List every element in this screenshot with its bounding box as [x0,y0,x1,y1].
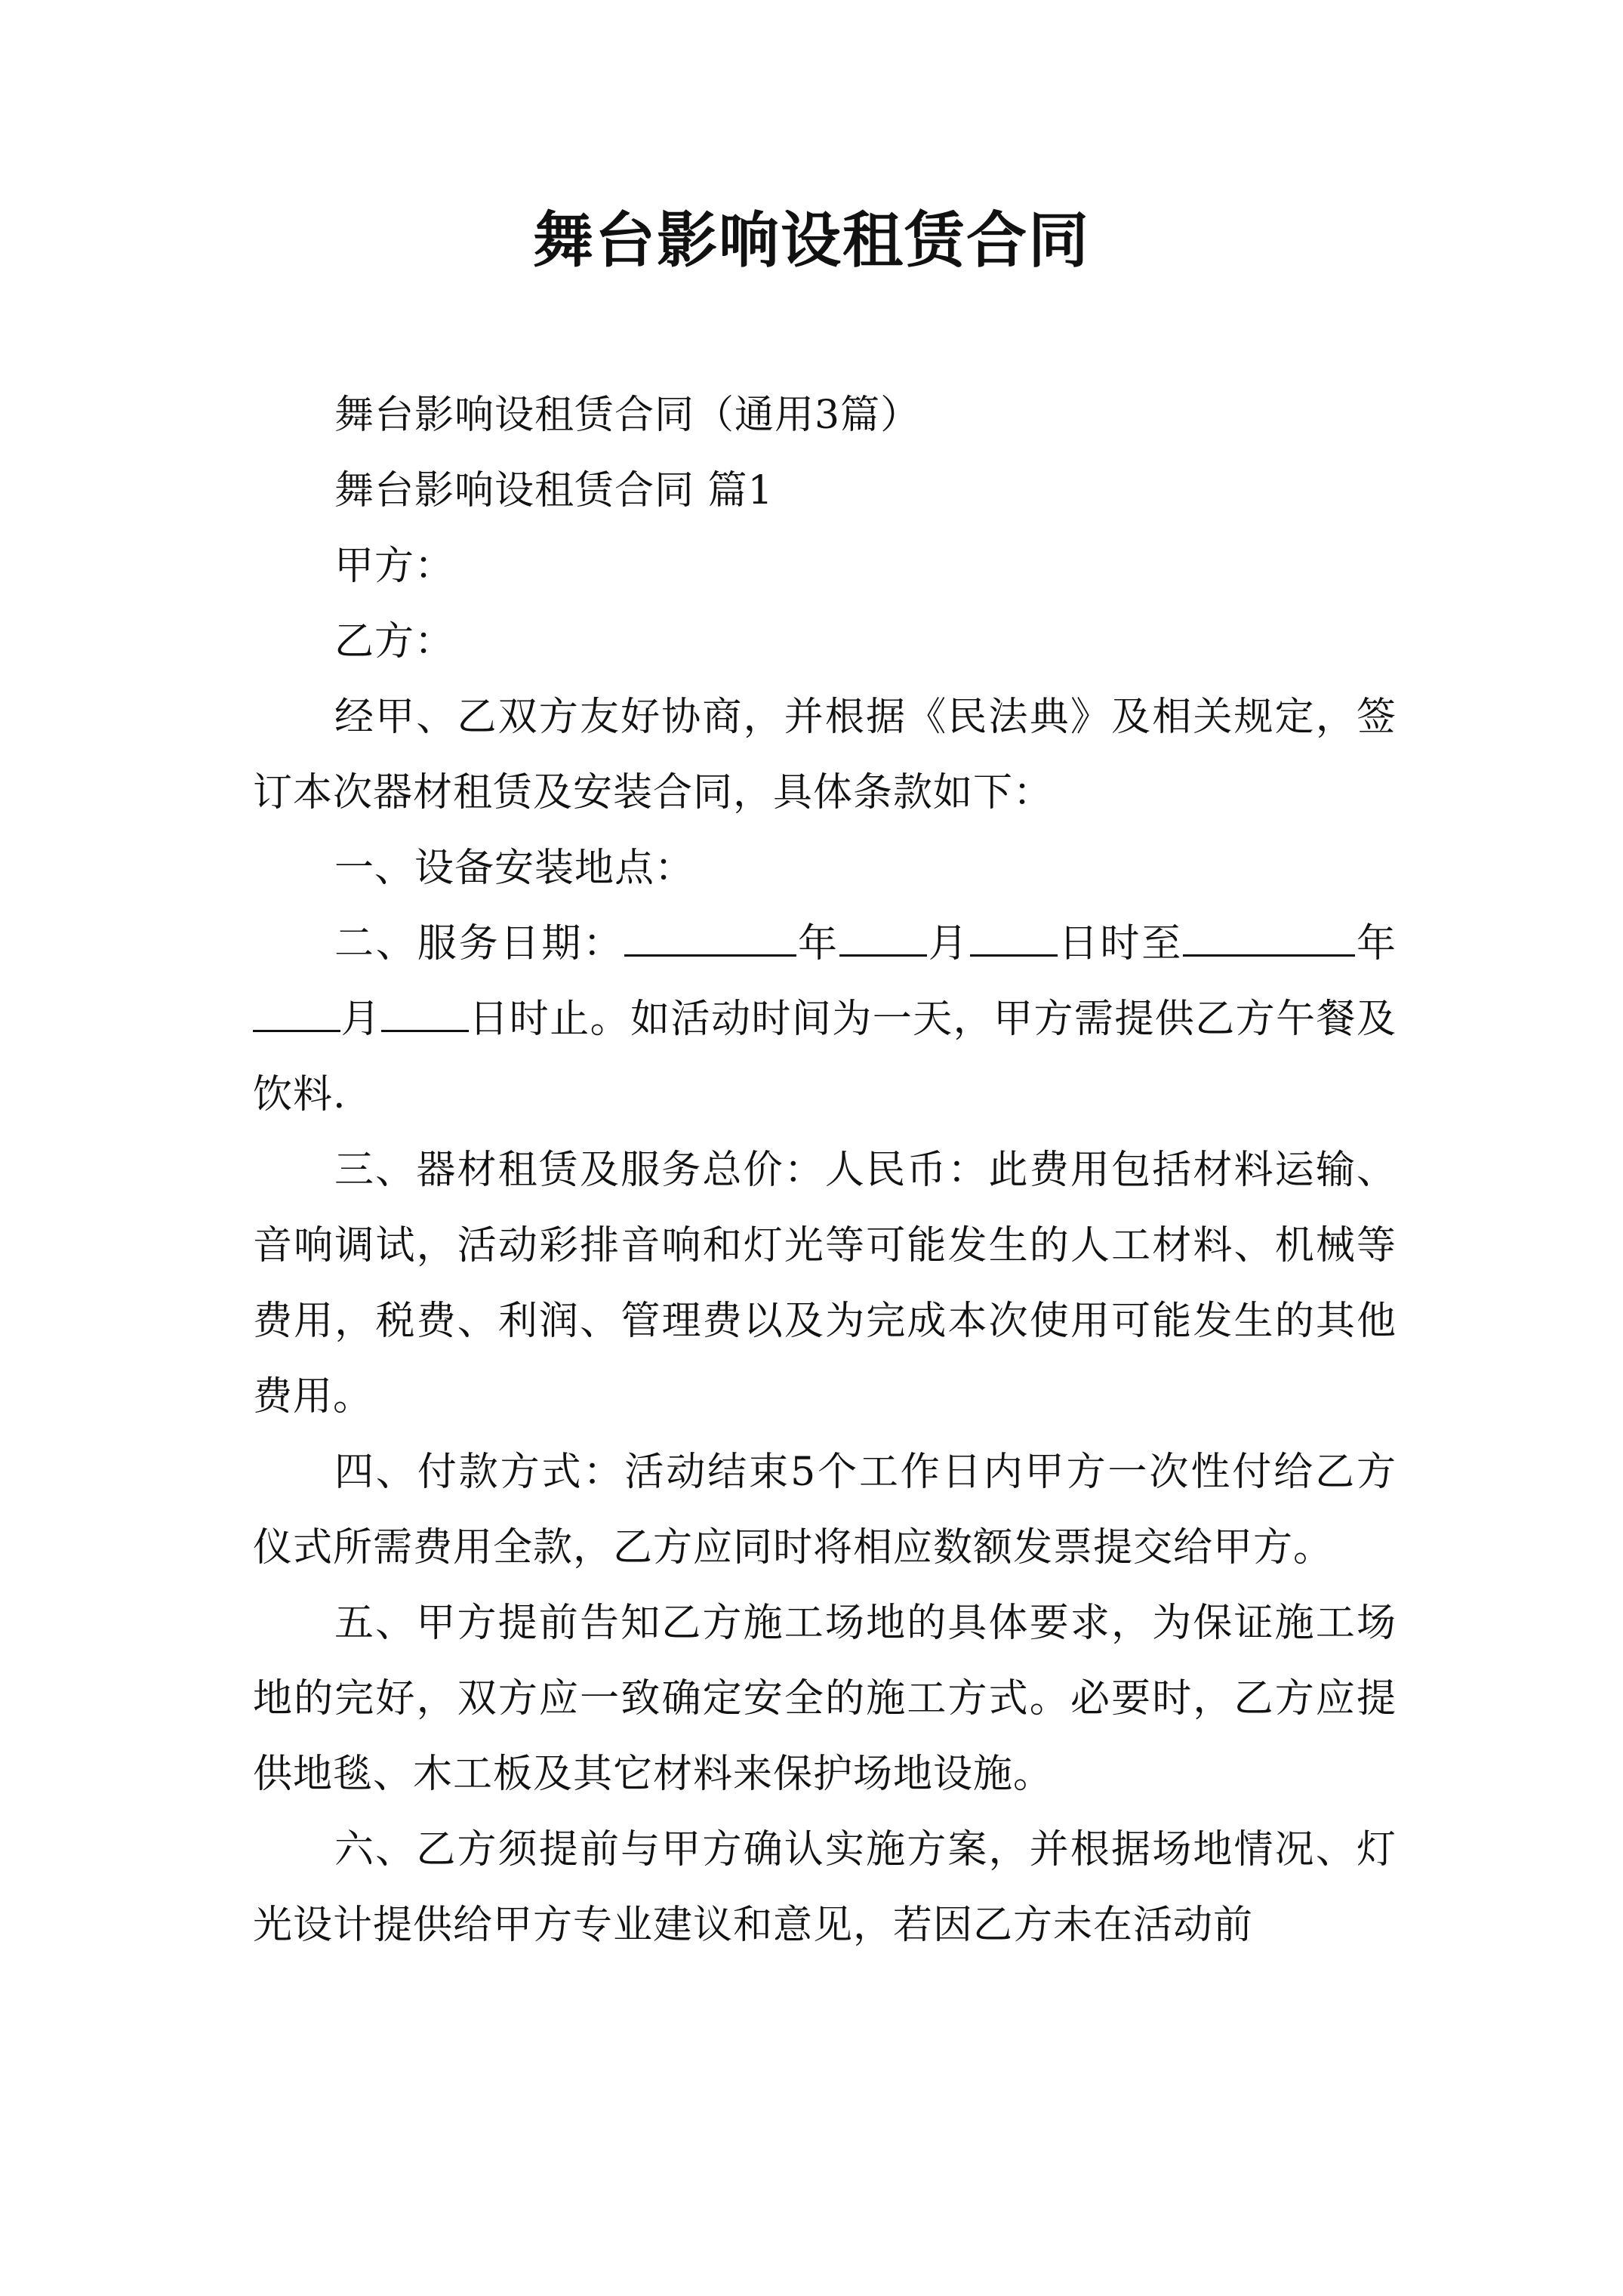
party-a-line: 甲方： [334,544,455,589]
month-label: 月 [926,921,970,966]
party-b-line: 乙方： [334,619,455,664]
month-label: 月 [340,997,381,1042]
document-title: 舞台影响设租赁合同 [533,205,1090,276]
document-subtitle: 舞台影响设租赁合同（通用3篇） [334,393,921,438]
blank-field [624,909,796,957]
blank-field [970,909,1058,957]
document-body [253,378,1397,1963]
year-label: 年 [1355,921,1397,966]
clause-3: 三、器材租赁及服务总价：人民币：此费用包括材料运输、音响调试，活动彩排音响和灯光等可能发生的人工材料、机械等费用，税费、利润、管理费以及为完成本次使用可能发生的其他费用。 [253,1148,1397,1419]
clause-4: 四、付款方式：活动结束5个工作日内甲方一次性付给乙方仪式所需费用全款，乙方应同时将相应数额发票提交给甲方。 [253,1450,1397,1570]
intro-paragraph: 经甲、乙双方友好协商，并根据《民法典》及相关规定，签订本次器材租赁及安装合同，具体条款如下： [253,695,1397,815]
clause-1: 一、设备安装地点： [334,846,695,891]
clause-2 [253,906,1397,1133]
day-label: 日时至 [1057,921,1184,966]
section-heading: 舞台影响设租赁合同 篇1 [334,468,774,513]
blank-field [381,985,469,1032]
blank-field [1183,909,1355,957]
blank-field [253,985,340,1032]
clause-2-prefix: 二、服务日期： [334,921,625,966]
year-label: 年 [796,921,839,966]
blank-field [839,909,927,957]
clause-6: 六、乙方须提前与甲方确认实施方案，并根据场地情况、灯光设计提供给甲方专业建议和意见，若因乙方未在活动前 [253,1827,1397,1948]
clause-2-suffix: 日时止。如活动时间为一天，甲方需提供乙方午餐及饮料. [253,997,1397,1117]
clause-5: 五、甲方提前告知乙方施工场地的具体要求，为保证施工场地的完好，双方应一致确定安全的施工方式。必要时，乙方应提供地毯、木工板及其它材料来保护场地设施。 [253,1601,1397,1797]
